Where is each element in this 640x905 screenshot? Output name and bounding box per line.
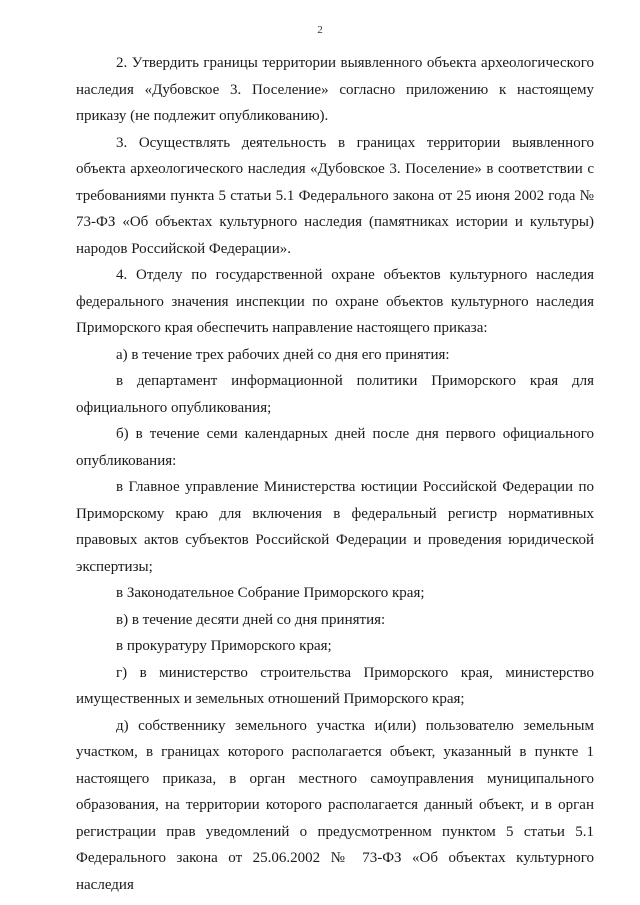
document-body [76, 50, 594, 898]
subitem-b-seven-days: б) в течение семи календарных дней после дня первого официального опубликования: [76, 426, 594, 469]
paragraph-3-activity-within-boundaries: 3. Осуществлять деятельность в границах территории выявленного объекта археологического наследия «Дубовское 3. Поселение» в соответствии с требованиями пункта 5 статьи 5.1 Федерального закона от 25 июня 2002 года № 73-ФЗ «Об объектах культурного наследия (памятниках истории и культуры) народов Российской Федерации». [76, 134, 594, 257]
recipient-info-policy-department: в департамент информационной политики Приморского края для официального опубликования; [76, 373, 594, 416]
subitem-a-three-days: а) в течение трех рабочих дней со дня его принятия: [116, 346, 450, 363]
subitem-g-ministries: г) в министерство строительства Приморского края, министерство имущественных и земельных отношений Приморского края; [76, 664, 594, 707]
page-number: 2 [317, 24, 323, 36]
paragraph-4-department-duty: 4. Отделу по государственной охране объектов культурного наследия федерального значения инспекции по охране объектов культурного наследия Приморского края обеспечить направление настоящего приказа: [76, 267, 594, 336]
subitem-v-ten-days: в) в течение десяти дней со дня принятия: [116, 611, 386, 628]
subitem-d-land-owner: д) собственнику земельного участка и(или) пользователю земельным участком, в границах которого располагается объект, указанный в пункте 1 настоящего приказа, в орган местного самоуправления муниципального образования, на территории которого располагается данный объект, и в орган регистрации прав уведомлений о предусмотренном пунктом 5 статьи 5.1 Федерального закона от 25.06.2002 № 73-ФЗ «Об объектах культурного наследия [76, 717, 594, 893]
recipient-legislative-assembly: в Законодательное Собрание Приморского края; [116, 585, 425, 601]
recipient-prosecutor: в прокуратуру Приморского края; [116, 638, 332, 654]
paragraph-2-approve-boundaries: 2. Утвердить границы территории выявленного объекта археологического наследия «Дубовское 3. Поселение» согласно приложению к настоящему приказу (не подлежит опубликованию). [76, 55, 594, 124]
recipient-ministry-of-justice: в Главное управление Министерства юстиции Российской Федерации по Приморскому краю для включения в федеральный регистр нормативных правовых актов субъектов Российской Федерации и проведения юридической экспертизы; [76, 479, 594, 575]
